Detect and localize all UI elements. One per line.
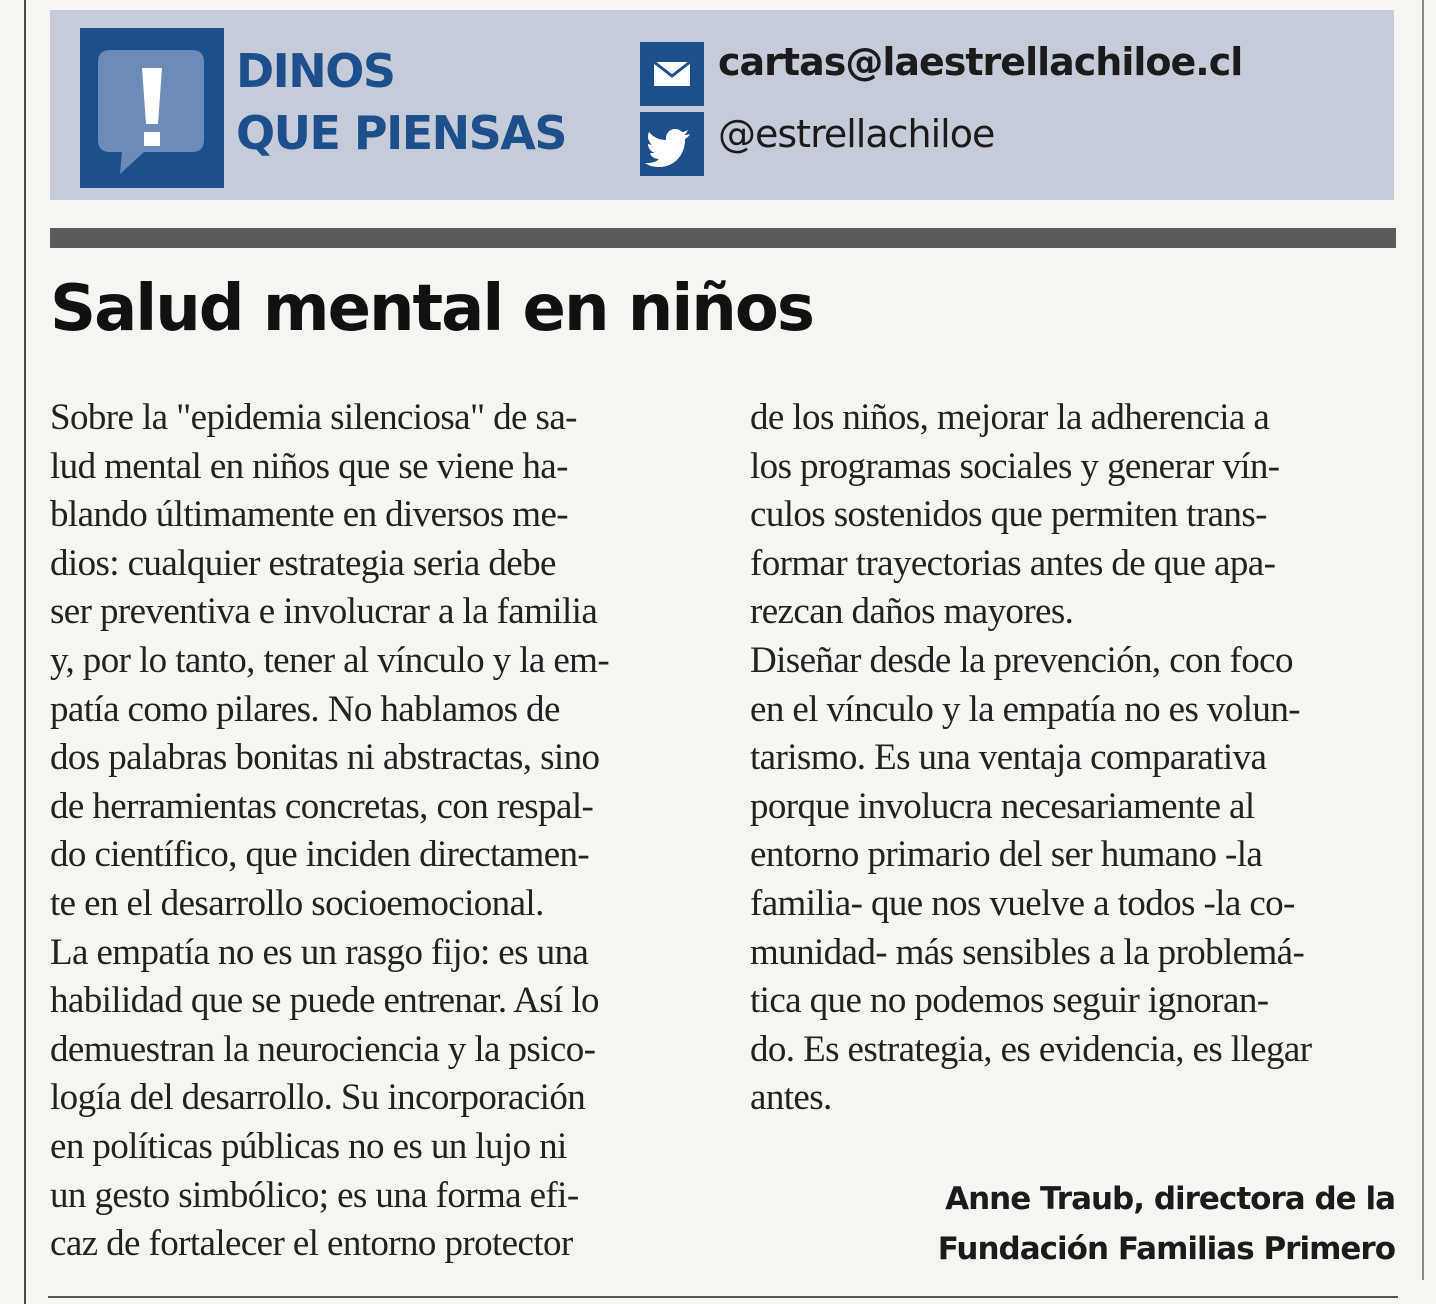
section-title-line1: DINOS [236, 44, 395, 98]
section-title [236, 40, 566, 164]
body-line: en políticas públicas no es un lujo ni [50, 1125, 567, 1167]
signature-line2: Fundación Familias Primero [937, 1231, 1395, 1267]
body-line: blando últimamente en diversos me- [50, 494, 569, 536]
body-line: formar trayectorias antes de que apa- [750, 542, 1276, 584]
body-line: entorno primario del ser humano -la [750, 834, 1263, 876]
body-line: culos sostenidos que permiten trans- [750, 494, 1267, 536]
mail-icon [640, 42, 704, 106]
body-line: un gesto simbólico; es una forma efi- [50, 1174, 579, 1216]
body-line: rezcan daños mayores. [750, 591, 1074, 633]
body-line: Diseñar desde la prevención, con foco [750, 639, 1293, 681]
body-line: La empatía no es un rasgo fijo: es una [50, 931, 589, 973]
body-line: porque involucra necesariamente al [750, 785, 1255, 827]
article-headline: Salud mental en niños [50, 272, 813, 346]
contact-twitter-handle[interactable]: @estrellachiloe [718, 112, 995, 156]
body-line: demuestran la neurociencia y la psico- [50, 1028, 596, 1070]
body-line: te en el desarrollo socioemocional. [50, 882, 544, 924]
body-line: habilidad que se puede entrenar. Así lo [50, 980, 599, 1022]
body-line: en el vínculo y la empatía no es volun- [750, 688, 1300, 730]
body-line: caz de fortalecer el entorno protector [50, 1223, 573, 1265]
body-line: de herramientas concretas, con respal- [50, 785, 594, 827]
body-line: dios: cualquier estrategia seria debe [50, 542, 556, 584]
section-divider-bar [50, 228, 1396, 248]
left-column-rule [24, 0, 26, 1304]
body-line: de los niños, mejorar la adherencia a [750, 397, 1270, 438]
bottom-rule [48, 1296, 1398, 1298]
body-line: familia- que nos vuelve a todos -la co- [750, 882, 1295, 924]
body-line: munidad- más sensibles a la problemá- [750, 931, 1305, 973]
section-title-line2: QUE PIENSAS [236, 106, 567, 160]
body-line: los programas sociales y generar vín- [750, 445, 1280, 487]
exclamation-speech-bubble-icon [80, 28, 224, 188]
contact-email[interactable]: cartas@laestrellachiloe.cl [718, 40, 1243, 84]
twitter-icon [640, 112, 704, 176]
body-line: patía como pilares. No hablamos de [50, 688, 560, 730]
body-line: tarismo. Es una ventaja comparativa [750, 737, 1267, 779]
body-line: Sobre la "epidemia silenciosa" de sa- [50, 397, 577, 438]
body-line: logía del desarrollo. Su incorporación [50, 1077, 586, 1119]
body-line: antes. [750, 1077, 832, 1119]
right-column-rule [1422, 0, 1424, 1280]
body-line: dos palabras bonitas ni abstractas, sino [50, 737, 600, 779]
article-body-right-column [750, 394, 1400, 1123]
body-line: do científico, que inciden directamen- [50, 834, 590, 876]
signature-line1: Anne Traub, directora de la [945, 1181, 1395, 1217]
body-line: ser preventiva e involucrar a la familia [50, 591, 598, 633]
body-line: lud mental en niños que se viene ha- [50, 445, 568, 487]
body-line: tica que no podemos seguir ignoran- [750, 980, 1269, 1022]
body-line: do. Es estrategia, es evidencia, es llegar [750, 1028, 1312, 1070]
author-signature [890, 1174, 1395, 1274]
article-body-left-column [50, 394, 700, 1269]
body-line: y, por lo tanto, tener al vínculo y la em- [50, 639, 610, 681]
